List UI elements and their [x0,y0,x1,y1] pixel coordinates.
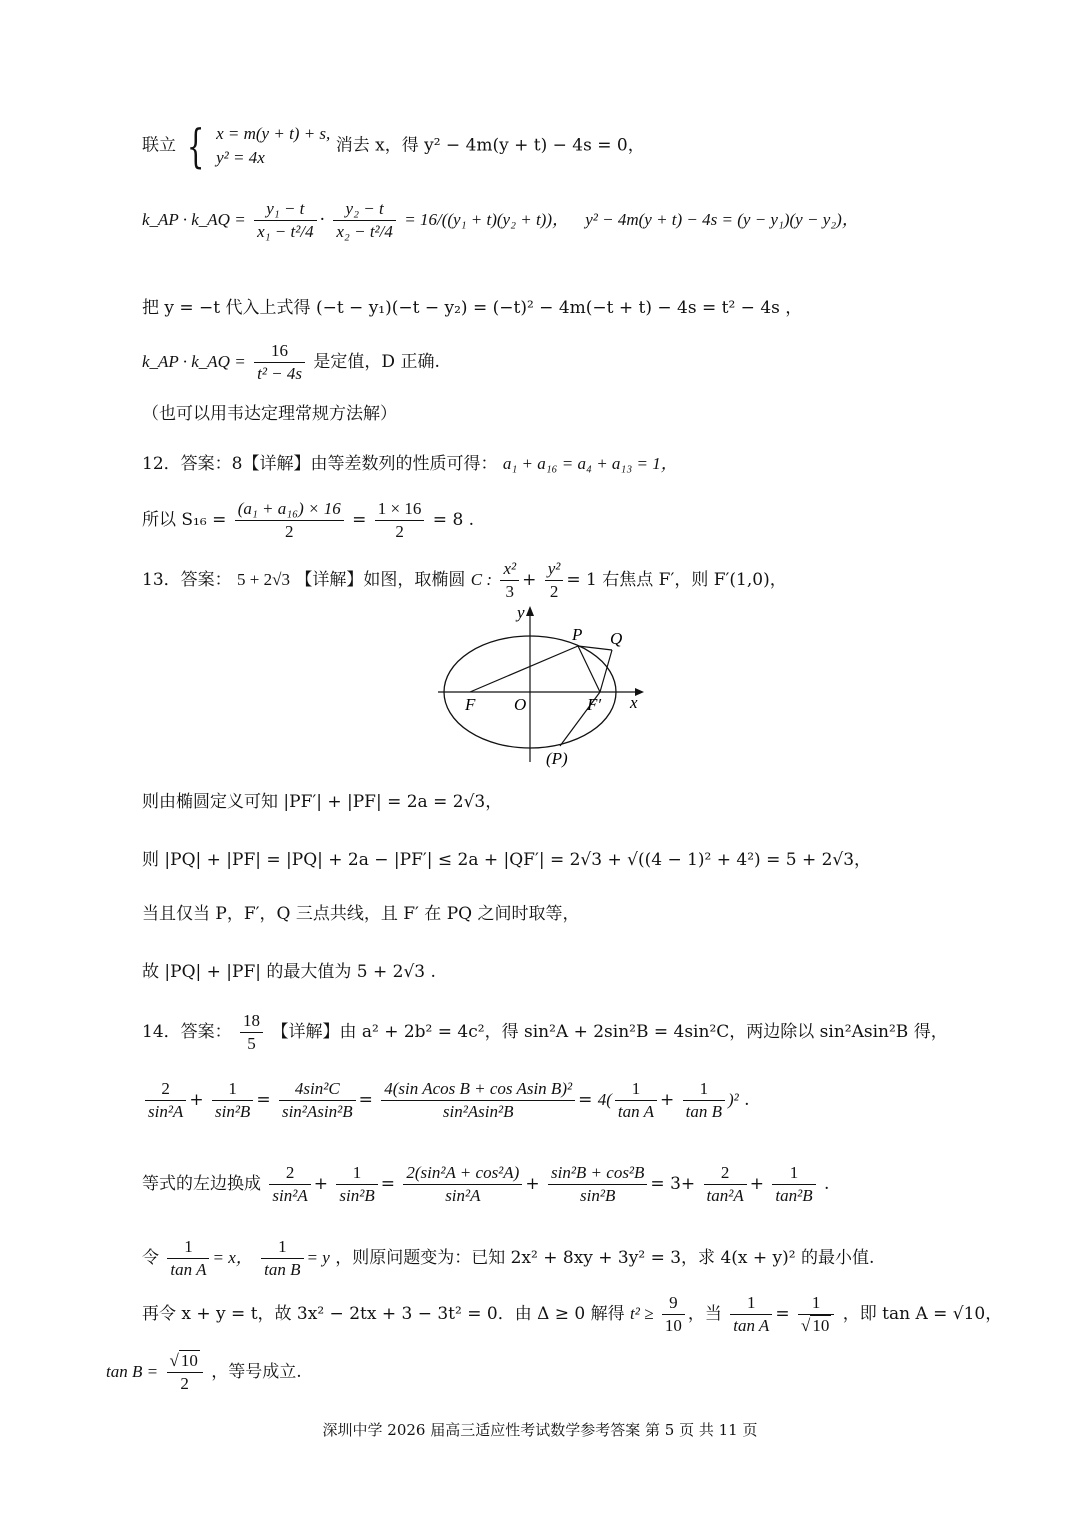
q14-answer [142,1010,948,1055]
q14-header: 14．答案： [142,1022,232,1042]
q13-header: 13．答案： [142,570,232,590]
q13-answer: 13．答案： 5 + 2√3 【详解】如图，取椭圆 C : $\frac{\text{x²}}{3}$ + $\frac{\text{y²}}{2}$ = 1 右焦点 F′，则 F′(1,0)， [142,559,787,601]
fraction-sum-2: $\frac{1 \times 16}{2}$ [375,498,425,543]
q13-max-value: 故 |PQ| + |PF| 的最大值为 5 + 2√3 . [142,962,436,982]
label-o: O [514,695,527,714]
label-q: Q [610,629,623,648]
brace: { [187,119,205,173]
label-p: P [572,625,583,644]
q14-detail: 【详解】由 a² + 2b² = 4c²，得 sin²A + 2sin²B = 4sin²C，两边除以 sin²Asin²B 得， [271,1022,948,1042]
q13-ellipse-definition: 则由椭圆定义可知 |PF′| + |PF| = 2a = 2√3， [142,792,503,812]
q14-value: $\frac{18}{5}$ [240,1010,263,1055]
q12-answer [142,452,678,476]
q14-substitute: 令 $\frac{1}{\text{tan A}}$ = x， $\frac{1}{\text{tan B}}$ = y ，则原问题变为：已知 2x² + 8xy + 3y² = 3，求 4(x + y)² 的最小值. [142,1237,875,1279]
y-axis-arrow [526,606,534,616]
equation-system [216,122,330,170]
slope-product-result: = 16/((y₁ + t)(y₂ + t))， [404,210,569,229]
label-f: F [465,695,476,714]
q13-value: 5 + 2√3 [237,570,290,589]
ellipse-figure [430,600,660,770]
q13-triangle-inequality: 则 |PQ| + |PF| = |PQ| + 2a − |PF′| ≤ 2a + |QF′| = 2√3 + √((4 − 1)² + 4²) = 5 + 2√3， [142,850,872,870]
q14-tan-a: ，即 tan A = √10， [842,1304,1003,1324]
equation-line: x = m(y + t) + s, [216,124,331,143]
text-eliminate-x: 消去 x，得 y² − 4m(y + t) − 4s = 0， [335,135,645,156]
q14-let: 令 [142,1248,159,1268]
fraction-constant: $\frac{16}{\text{t² − 4s}}$ [254,340,305,385]
line-note [142,402,397,426]
segment-pf2 [578,646,600,692]
q13-focus: 右焦点 F′，则 F′(1,0)， [602,570,787,590]
fraction-ellipse-x: $\frac{\text{x²}}{3}$ [500,558,519,603]
fraction-ellipse-y: $\frac{\text{y²}}{2}$ [545,558,564,603]
fraction-slope-1: $\frac{\text{y₁ − t}}{\text{x₁ − t²/4}}$ [254,198,316,243]
text-substitute: 把 y = −t 代入上式得 (−t − y₁)(−t − y₂) = (−t)² − 4m(−t + t) − 4s = t² − 4s ， [142,298,803,318]
q14-tan-b: tan B = $\frac{√ 10}{2}$ ，等号成立. [106,1351,302,1393]
q14-delta: 再令 x + y = t，故 3x² − 2tx + 3 − 3t² = 0．由 Δ ≥ 0 解得 [142,1304,625,1324]
q13-max [142,960,436,984]
fraction-sum: $\frac{\text{(a₁ + a₁₆) × 16}}{2}$ [235,498,344,543]
q13-equality-condition: 当且仅当 P，F′，Q 三点共线，且 F′ 在 PQ 之间时取等， [142,904,580,924]
label-p-reflected: (P) [546,749,568,768]
q13-equality [142,902,579,926]
fraction-slope-2: $\frac{\text{y₂ − t}}{\text{x₂ − t²/4}}$ [333,198,395,243]
q14-transformed: ，则原问题变为：已知 2x² + 8xy + 3y² = 3，求 4(x + y)² 的最小值. [335,1248,875,1268]
q13-detail: 【详解】如图，取椭圆 [295,570,466,590]
q12-sum-label: 所以 S₁₆ = [142,510,227,530]
q13-definition [142,790,502,814]
line-substitute [142,296,802,320]
text-d-correct: 是定值，D 正确. [313,352,440,372]
segment-fp [470,646,578,692]
q14-lhs: 等式的左边换成 $\frac{2}{\text{sin²A}}$ + $\frac{1}{\text{sin²B}}$ = $\frac{\text{2(sin²A + cos²A)}}{\text{sin²A}}$ + $\frac{\text{sin²B + cos²B}}{\text{sin²B}}$ = 3+ $\frac{2}{\text{tan²A}}$ + $\frac{1}{\text{tan²B}}$ . [142,1163,830,1205]
line-constant [142,340,440,385]
page-footer: 深圳中学 2026 届高三适应性考试数学参考答案 第 5 页 共 11 页 [322,1421,758,1439]
label-y: y [517,603,525,622]
q12-sum: 所以 S₁₆ = $\frac{\text{(a₁ + a₁₆) × 16}}{2}$ = $\frac{1 \times 16}{2}$ = 8 . [142,499,475,541]
q14-discriminant: 再令 x + y = t，故 3x² − 2tx + 3 − 3t² = 0．由 Δ ≥ 0 解得 t² ≥ $\frac{9}{10}$ ，当 $\frac{1}{\text{tan A}}$ = $\frac{1}{√ 10}$ ，即 tan A = √10， [142,1293,1003,1335]
equation-parabola: y² = 4x [216,148,265,167]
q13-inequality [142,848,871,872]
text-vieta-note: （也可以用韦达定理常规方法解） [142,404,397,424]
label-x: x [630,693,638,712]
factored-quadratic: y² − 4m(y + t) − 4s = (y − y₁)(y − y₂)， [585,210,859,229]
line-system [142,119,645,173]
q12-result: = 8 . [432,510,475,530]
text-lianli: 联立 [142,135,176,156]
slope-product-label: k_AP · k_AQ = [142,210,246,229]
q12-property: a₁ + a₁₆ = a₄ + a₁₃ = 1， [502,454,678,473]
q14-equality: ，等号成立. [211,1362,302,1382]
line-slope-product: k_AP · k_AQ = $\frac{\text{y₁ − t}}{\text{x₁ − t²/4}}$ · $\frac{\text{y₂ − t}}{\text{x₂ − t²/4}}$ = 16/((y₁ + t)(y₂ + t))， y² − 4m(y + t) − 4s = (y − y₁)(y − y₂)， [142,199,859,241]
q12-header: 12．答案：8【详解】由等差数列的性质可得： [142,454,498,474]
q14-identity: $\frac{2}{\text{sin²A}}$ + $\frac{1}{\text{sin²B}}$ = $\frac{\text{4sin²C}}{\text{sin²Asin²B}}$ = $\frac{\text{4(sin Acos B + cos Asin B)²}}{\text{sin²Asin²B}}$ = 4( $\frac{1}{\text{tan A}}$ + $\frac{1}{\text{tan B}}$ )² . [142,1078,750,1123]
label-f-prime: F′ [587,695,602,714]
q14-lhs-text: 等式的左边换成 [142,1174,261,1194]
slope-product-label-2: k_AP · k_AQ = [142,352,246,371]
